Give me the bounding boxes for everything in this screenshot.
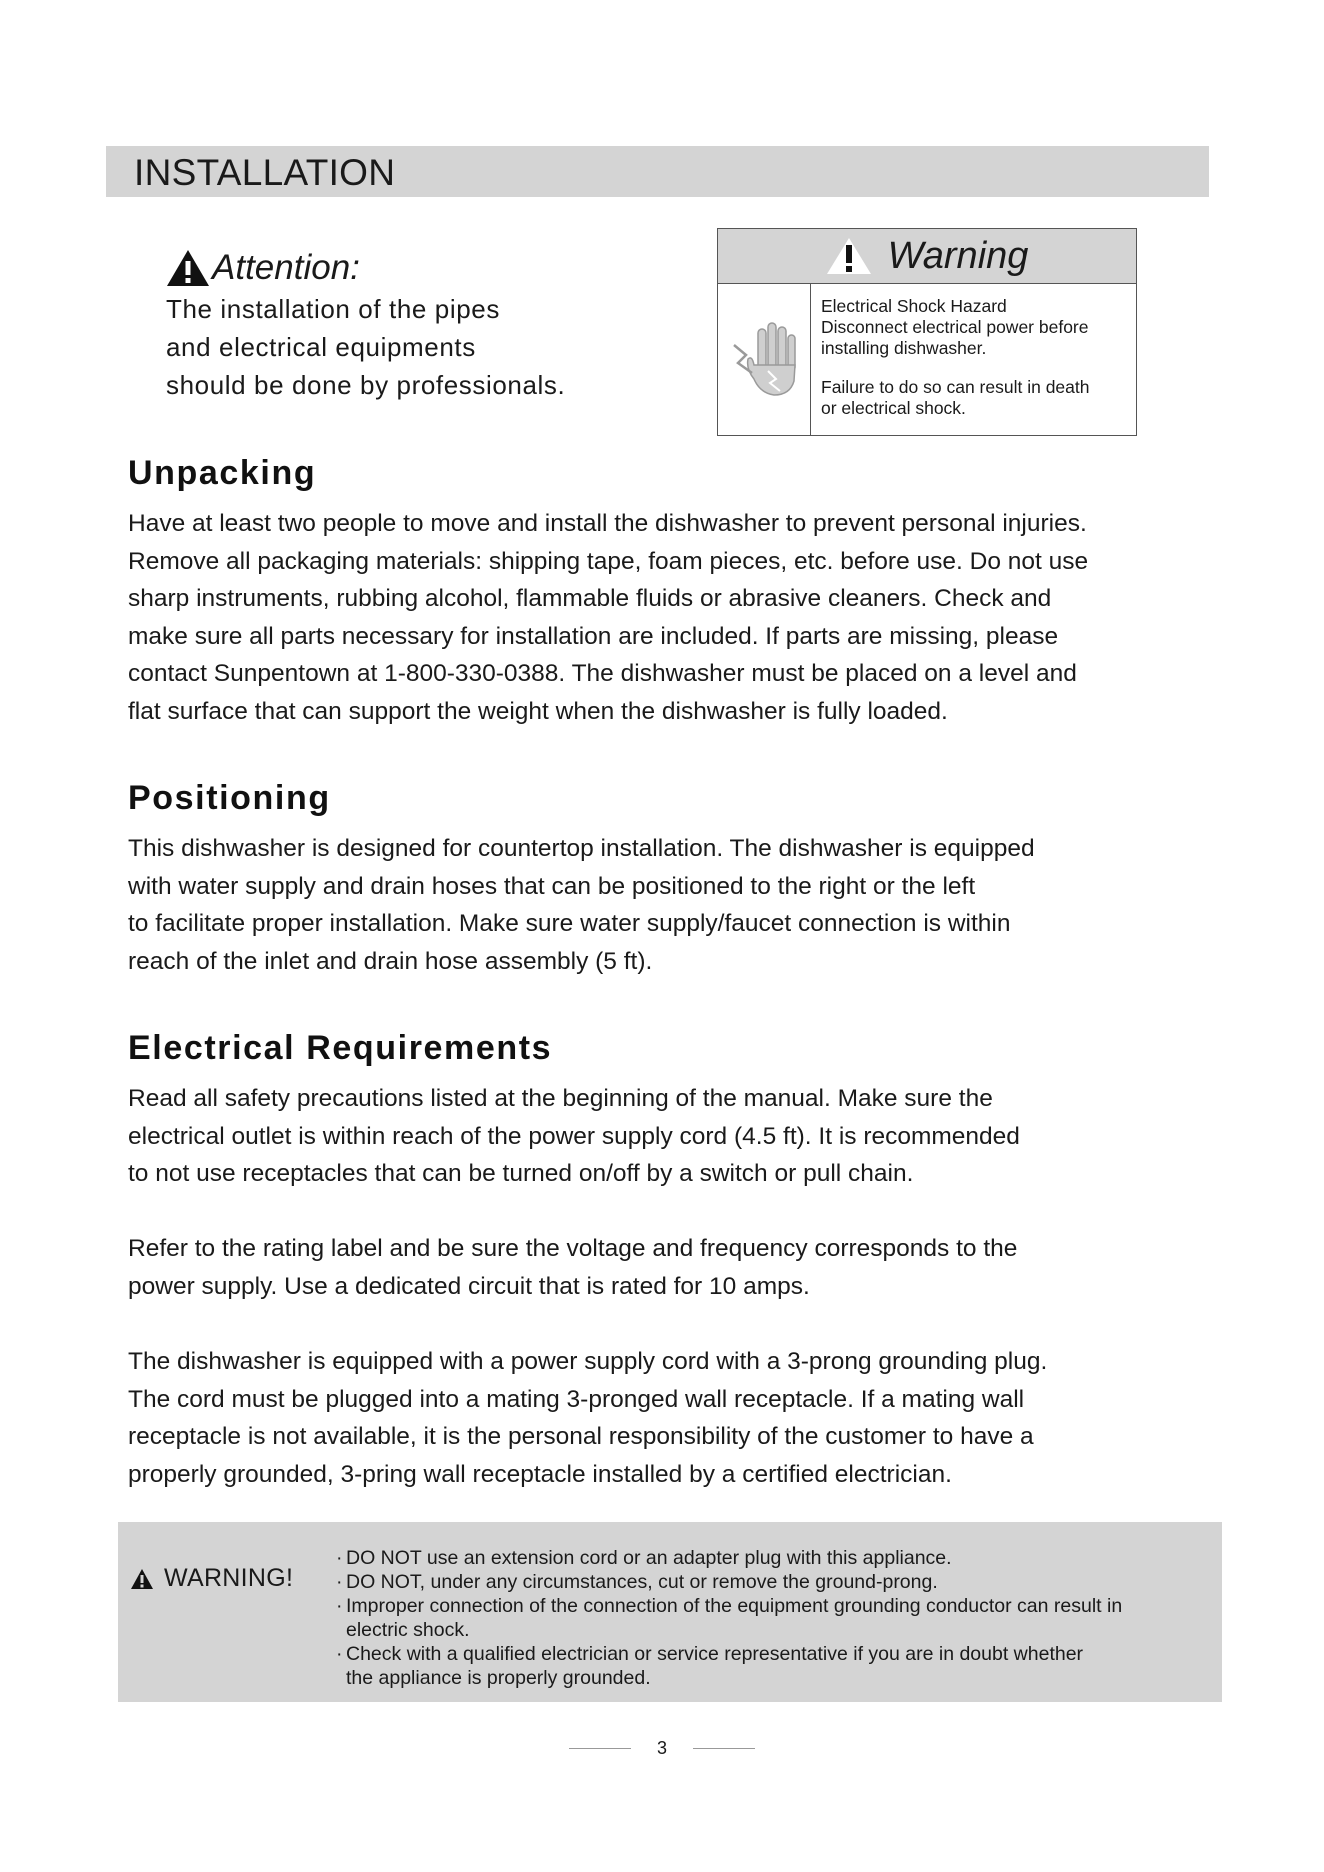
electric-shock-hand-icon	[724, 315, 804, 405]
paragraph-line: Remove all packaging materials: shipping tape, foam pieces, etc. before use. Do not use	[128, 547, 1089, 575]
paragraph-line: This dishwasher is designed for countertop installation. The dishwasher is equipped	[128, 835, 1035, 862]
footer-rule	[693, 1748, 755, 1749]
attention-notice	[166, 246, 686, 404]
warning-item-line: Improper connection of the connection of the equipment grounding conductor can result in	[346, 1595, 1123, 1617]
paragraph-line: properly grounded, 3-pring wall receptacle installed by a certified electrician.	[128, 1460, 952, 1488]
warning-item: · Check with a qualified electrician or service representative if you are in doubt whether the appliance is properly grounded.	[336, 1642, 1122, 1690]
warning-box-text	[811, 284, 1098, 436]
exclamation-triangle-icon	[826, 236, 872, 276]
warning-item-line: the appliance is properly grounded.	[346, 1667, 651, 1689]
paragraph-line: flat surface that can support the weight when the dishwasher is fully loaded.	[128, 697, 948, 725]
section-header-bar	[106, 146, 1209, 197]
warning-item: · DO NOT, under any circumstances, cut or remove the ground-prong.	[336, 1570, 1122, 1594]
paragraph-line: receptacle is not available, it is the personal responsibility of the customer to have a	[128, 1423, 1034, 1450]
warning-list	[336, 1546, 1122, 1690]
caution-triangle-icon	[166, 248, 210, 288]
warning-item-line: DO NOT, under any circumstances, cut or remove the ground-prong.	[346, 1571, 938, 1593]
unpacking-paragraph	[128, 505, 1238, 730]
page-number: 3	[656, 1738, 667, 1758]
paragraph-line: Read all safety precautions listed at the beginning of the manual. Make sure the	[128, 1085, 993, 1112]
attention-title: Attention:	[212, 248, 360, 287]
warning-item: · DO NOT use an extension cord or an adapter plug with this appliance.	[336, 1546, 1122, 1570]
warning-box-title: Warning	[887, 234, 1029, 277]
shock-hazard-icon-cell	[718, 284, 811, 436]
paragraph-line: power supply. Use a dedicated circuit that is rated for 10 amps.	[128, 1272, 810, 1300]
warning-item-line: Check with a qualified electrician or service representative if you are in doubt whether	[346, 1643, 1084, 1665]
warning-item-line: DO NOT use an extension cord or an adapter plug with this appliance.	[346, 1547, 952, 1569]
positioning-heading: Positioning	[128, 779, 331, 817]
electrical-warning-box	[717, 228, 1137, 436]
warning-text-line: Disconnect electrical power before	[821, 317, 1089, 337]
warning-panel	[118, 1522, 1222, 1702]
paragraph-line: The cord must be plugged into a mating 3-pronged wall receptacle. If a mating wall	[128, 1385, 1025, 1413]
warning-text-line: or electrical shock.	[821, 398, 966, 418]
warning-label	[130, 1564, 293, 1593]
warning-triangle-icon	[130, 1568, 154, 1590]
electrical-heading: Electrical Requirements	[128, 1029, 553, 1067]
electrical-paragraph-3	[128, 1343, 1238, 1493]
warning-item: · Improper connection of the connection of the equipment grounding conductor can result in electric shock.	[336, 1595, 1123, 1641]
attention-line: and electrical equipments	[166, 332, 476, 362]
paragraph-line: with water supply and drain hoses that can be positioned to the right or the left	[128, 872, 976, 900]
positioning-paragraph	[128, 830, 1238, 980]
warning-text-line: installing dishwasher.	[821, 338, 987, 358]
paragraph-line: The dishwasher is equipped with a power supply cord with a 3-prong grounding plug.	[128, 1348, 1048, 1375]
electrical-paragraph-2	[128, 1230, 1238, 1305]
warning-label-text: WARNING!	[164, 1564, 294, 1592]
paragraph-line: reach of the inlet and drain hose assembly (5 ft).	[128, 947, 653, 975]
attention-heading	[166, 246, 686, 290]
paragraph-line: to facilitate proper installation. Make sure water supply/faucet connection is within	[128, 910, 1011, 937]
attention-line: The installation of the pipes	[166, 294, 500, 324]
warning-text-line: Failure to do so can result in death	[821, 377, 1090, 397]
warning-text-line: Electrical Shock Hazard	[821, 296, 1007, 316]
paragraph-line: to not use receptacles that can be turned on/off by a switch or pull chain.	[128, 1160, 914, 1187]
paragraph-line: sharp instruments, rubbing alcohol, flammable fluids or abrasive cleaners. Check and	[128, 585, 1052, 612]
unpacking-heading: Unpacking	[128, 454, 317, 492]
paragraph-line: electrical outlet is within reach of the power supply cord (4.5 ft). It is recommended	[128, 1122, 1020, 1150]
paragraph-line: contact Sunpentown at 1-800-330-0388. The dishwasher must be placed on a level and	[128, 660, 1077, 687]
electrical-paragraph-1	[128, 1080, 1238, 1193]
page-title: INSTALLATION	[134, 152, 396, 193]
attention-line: should be done by professionals.	[166, 370, 566, 400]
paragraph-line: Refer to the rating label and be sure the voltage and frequency corresponds to the	[128, 1235, 1018, 1262]
page-number-footer	[0, 1738, 1324, 1759]
paragraph-line: make sure all parts necessary for installation are included. If parts are missing, please	[128, 622, 1059, 650]
paragraph-line: Have at least two people to move and install the dishwasher to prevent personal injuries.	[128, 510, 1087, 537]
footer-rule	[569, 1748, 631, 1749]
warning-item-line: electric shock.	[346, 1619, 470, 1641]
warning-box-header	[718, 229, 1136, 284]
